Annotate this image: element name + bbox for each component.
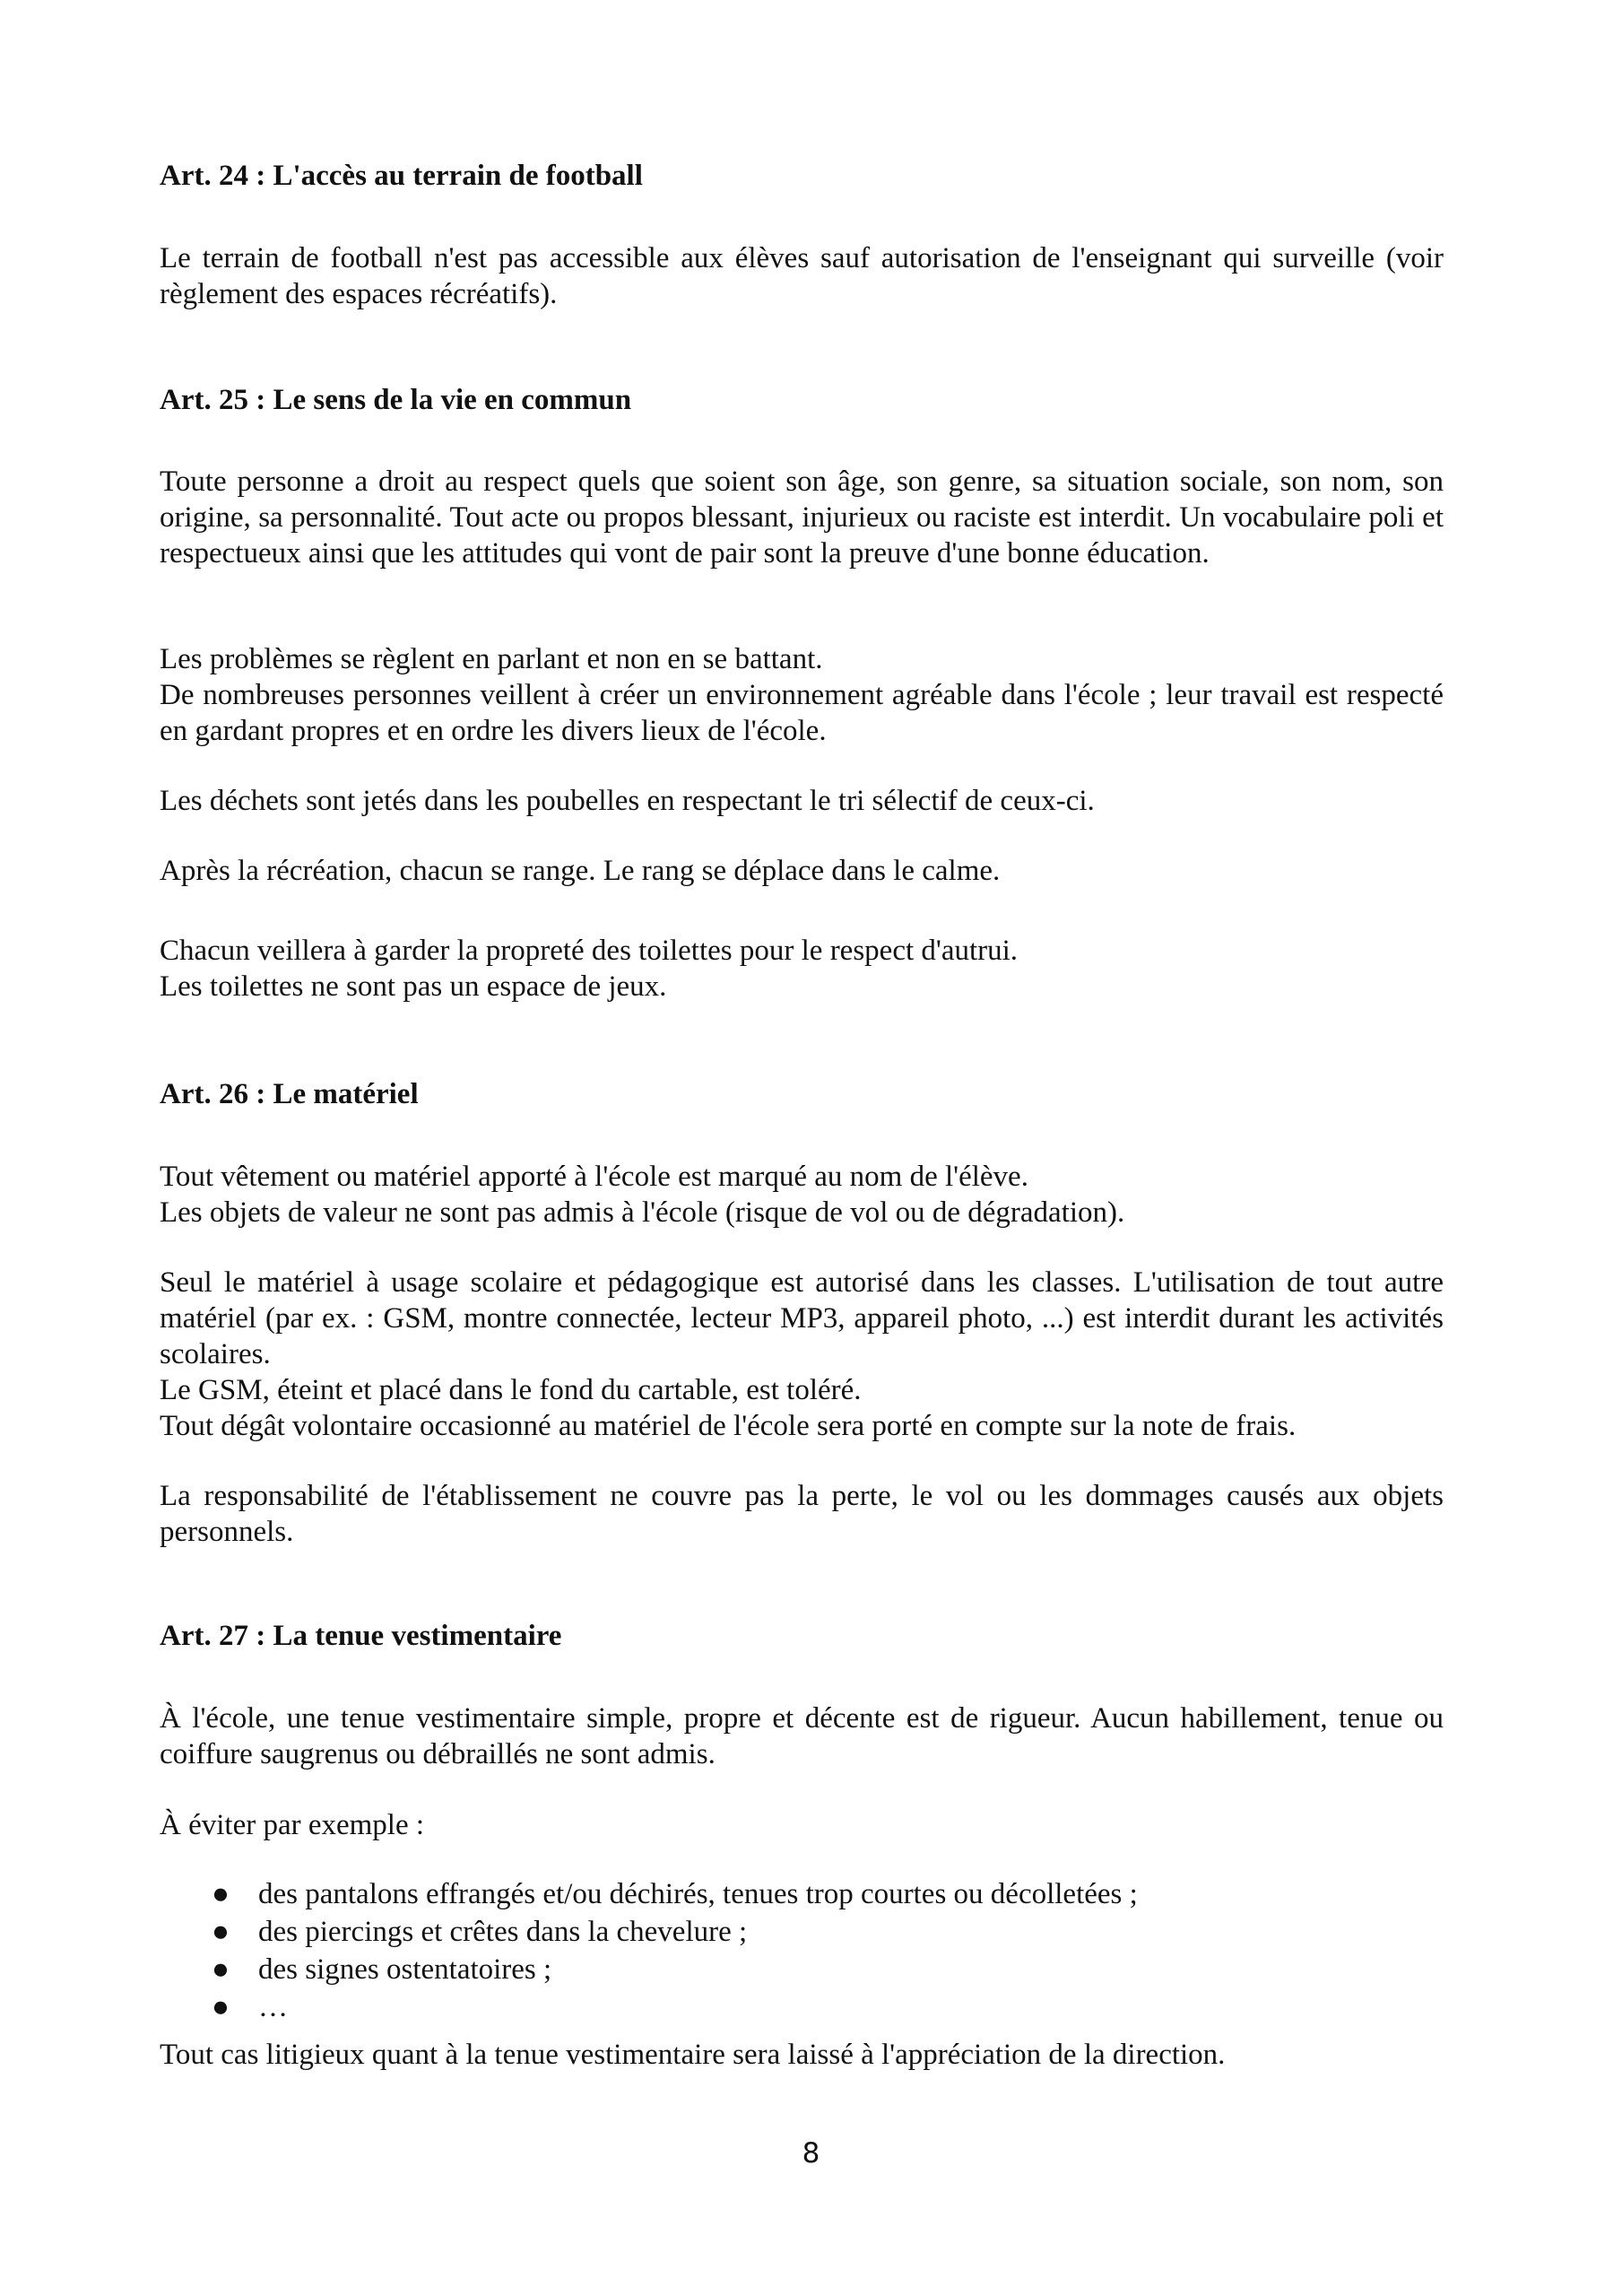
list-item-text: …	[258, 1991, 288, 2023]
article-26-paragraph-valuables: Les objets de valeur ne sont pas admis à l'école (risque de vol ou de dégradation).	[160, 1196, 1125, 1229]
bullet-icon: ●	[212, 1991, 230, 2023]
article-24-paragraph: Le terrain de football n'est pas accessible aux élèves sauf autorisation de l'enseignant qui surveille (voir règlement des espaces récréatifs).	[160, 242, 1444, 310]
article-27-paragraph-avoid: À éviter par exemple :	[160, 1809, 425, 1841]
article-26-paragraph-marked: Tout vêtement ou matériel apporté à l'école est marqué au nom de l'élève.	[160, 1161, 1028, 1193]
list-item-text: des piercings et crêtes dans la chevelure ;	[258, 1916, 748, 1948]
article-26-paragraph-school-material: Seul le matériel à usage scolaire et pédagogique est autorisé dans les classes. L'utilisation de tout autre matériel (par ex. : GSM, montre connectée, lecteur MP3, appareil photo, ...) est interdit durant les activités scolaires.	[160, 1266, 1444, 1370]
article-25-paragraph-waste: Les déchets sont jetés dans les poubelles en respectant le tri sélectif de ceux-ci.	[160, 785, 1095, 817]
article-25-paragraph-respect: Toute personne a droit au respect quels que soient son âge, son genre, sa situation sociale, son nom, son origine, sa personnalité. Tout acte ou propos blessant, injurieux ou raciste est interdit. Un vocabulaire poli et respectueux ainsi que les attitudes qui vont de pair sont la preuve d'une bonne éducation.	[160, 465, 1444, 570]
list-item	[160, 1875, 1444, 1913]
bullet-icon: ●	[212, 1916, 230, 1948]
list-item	[160, 1913, 1444, 1951]
article-25-heading: Art. 25 : Le sens de la vie en commun	[160, 384, 632, 416]
article-26-heading: Art. 26 : Le matériel	[160, 1078, 419, 1110]
article-26-paragraph-gsm: Le GSM, éteint et placé dans le fond du cartable, est toléré.	[160, 1374, 862, 1406]
page-number: 8	[802, 2137, 820, 2170]
article-27-closing: Tout cas litigieux quant à la tenue vestimentaire sera laissé à l'appréciation de la direction.	[160, 2039, 1226, 2071]
list-item	[160, 1988, 1444, 2026]
list-item-text: des signes ostentatoires ;	[258, 1953, 552, 1986]
article-27-heading: Art. 27 : La tenue vestimentaire	[160, 1620, 562, 1652]
article-25-paragraph-environment: De nombreuses personnes veillent à créer un environnement agréable dans l'école ; leur travail est respecté en gardant propres et en ordre les divers lieux de l'école.	[160, 679, 1444, 747]
article-26-paragraph-damage: Tout dégât volontaire occasionné au matériel de l'école sera porté en compte sur la note de frais.	[160, 1410, 1297, 1442]
list-item-text: des pantalons effrangés et/ou déchirés, tenues trop courtes ou décolletées ;	[258, 1878, 1138, 1910]
article-27-paragraph-dress: À l'école, une tenue vestimentaire simple, propre et décente est de rigueur. Aucun habillement, tenue ou coiffure saugrenus ou débraillés ne sont admis.	[160, 1702, 1444, 1770]
article-26-paragraph-responsibility: La responsabilité de l'établissement ne couvre pas la perte, le vol ou les dommages causés aux objets personnels.	[160, 1480, 1444, 1548]
article-25-paragraph-problems: Les problèmes se règlent en parlant et non en se battant.	[160, 643, 823, 675]
article-24-heading: Art. 24 : L'accès au terrain de football	[160, 160, 643, 192]
article-25-paragraph-toilets: Chacun veillera à garder la propreté des toilettes pour le respect d'autrui.	[160, 935, 1019, 967]
list-item	[160, 1951, 1444, 1988]
article-25-paragraph-toilets-games: Les toilettes ne sont pas un espace de jeux.	[160, 970, 667, 1003]
bullet-icon: ●	[212, 1953, 230, 1986]
bullet-icon: ●	[212, 1878, 230, 1910]
article-25-paragraph-recess: Après la récréation, chacun se range. Le rang se déplace dans le calme.	[160, 855, 1001, 887]
article-27-bullet-list	[160, 1875, 1444, 2026]
